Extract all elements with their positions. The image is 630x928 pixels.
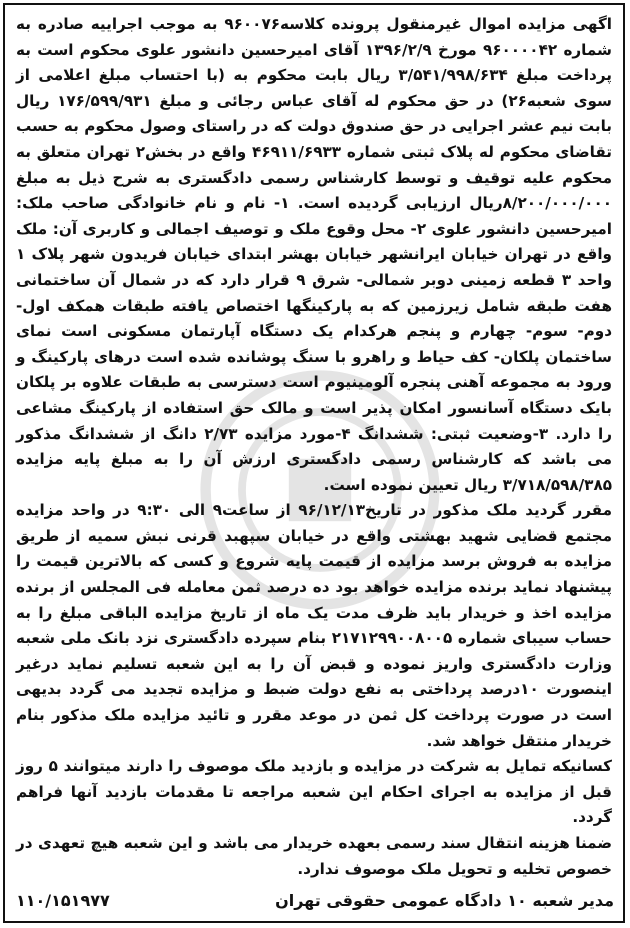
signature-line: مدیر شعبه ۱۰ دادگاه عمومی حقوقی تهران — [275, 890, 614, 910]
notice-footer — [16, 886, 614, 914]
notice-paragraph-main: اگهی مزایده اموال غیرمنقول پرونده کلاسه۹۶۰۰۷۶ به موجب اجراییه صادره به شماره ۹۶۰۰۰۰۴۲ مورخ ۱۳۹۶/۲/۹ آقای امیرحسین دانشور علوی محکوم است به پرداخت مبلغ ۳/۵۴۱/۹۹۸/۶۳۴ ریال بابت محکوم به (با احتساب مبلغ اعلامی از سوی شعبه۲۶) در حق محکوم له آقای عباس رجائی و مبلغ ۱۷۶/۵۹۹/۹۳۱ ریال بابت نیم عشر اجرایی در حق صندوق دولت که در راستای وصول محکوم به حسب تقاضای محکوم له پلاک ثبتی شماره ۴۶۹۱۱/۶۹۳۳ واقع در بخش۲ تهران متعلق به محکوم علیه توقیف و توسط کارشناس رسمی دادگستری به شرح ذیل به مبلغ ۸/۲۰۰/۰۰۰/۰۰۰ریال ارزیابی گردیده است. ۱- نام و نام خانوادگی صاحب ملک: امیرحسین دانشور علوی ۲- محل وقوع ملک و توصیف اجمالی و کاربری آن: ملک واقع در تهران خیابان ایرانشهر خیابان بهشر ابتدای خیابان فریدون شهر پلاک ۱ واحد ۳ قطعه زمینی دوبر شمالی- شرق ۹ قرار دارد که در شمال آن ساختمانی هفت طبقه شامل زیرزمین که به پارکینگها اختصاص یافته طبقات همکف اول- دوم- سوم- چهارم و پنجم هرکدام یک دستگاه آپارتمان مسکونی است نمای ساختمان پلکان- کف حیاط و راهرو با سنگ پوشانده شده است درهای پارکینگ و ورود به مجموعه آهنی پنجره آلومینیوم است دسترسی به طبقات علاوه بر پلکان بایک دستگاه آسانسور امکان پذیر است و مالک حق استفاده از پارکینگ مشاعی را دارد. ۳-وضعیت ثبتی: ششدانگ ۴-مورد مزایده ۲/۷۳ دانگ از ششدانگ مذکور می باشد که کارشناس رسمی دادگستری ارزش آن را به مبلغ پایه مزایده ۳/۷۱۸/۵۹۸/۳۸۵ ریال تعیین نموده است. — [16, 15, 613, 494]
notice-paragraph-costs: ضمنا هزینه انتقال سند رسمی بعهده خریدار می باشد و این شعبه هیچ تعهدی در خصوص تخلیه و تحویل ملک موصوف ندارد. — [16, 834, 612, 878]
notice-paragraph-auction-details: مقرر گردید ملک مذکور در تاریخ۹۶/۱۲/۱۳ از ساعت۹ الی ۹:۳۰ در واحد مزایده مجتمع قضایی شهید بهشتی واقع در خیابان سپهبد قرنی نبش سمیه از طریق مزایده به فروش برسد مزایده از قیمت پایه شروع و کسی که بالاترین قیمت را پیشنهاد نماید برنده مزایده خواهد بود ده درصد ثمن معامله فی المجلس از برنده مزایده اخذ و خریدار باید ظرف مدت یک ماه از تاریخ مزایده الباقی مبلغ را به حساب سیبای شماره ۲۱۷۱۲۹۹۰۰۸۰۰۵ بنام سپرده دادگستری نزد بانک ملی شعبه وزارت دادگستری واریز نموده و قبض آن را به این شعبه تسلیم نماید درغیر اینصورت ۱۰درصد پرداختی به نفع دولت ضبط و مزایده تجدید می گردد بدیهی است در صورت پرداخت کل ثمن در موعد مقرر و تائید مزایده ملک مذکور بنام خریدار منتقل خواهد شد. — [16, 501, 612, 750]
reference-number: ۱۱۰/۱۵۱۹۷۷ — [16, 890, 110, 910]
notice-body — [16, 12, 612, 882]
notice-paragraph-visit: کسانیکه تمایل به شرکت در مزایده و بازدید ملک موصوف را دارند میتوانند ۵ روز قبل از مزایده به اجرای احکام این شعبه مراجعه تا مقدمات بازدید آنها فراهم گردد. — [16, 757, 612, 827]
